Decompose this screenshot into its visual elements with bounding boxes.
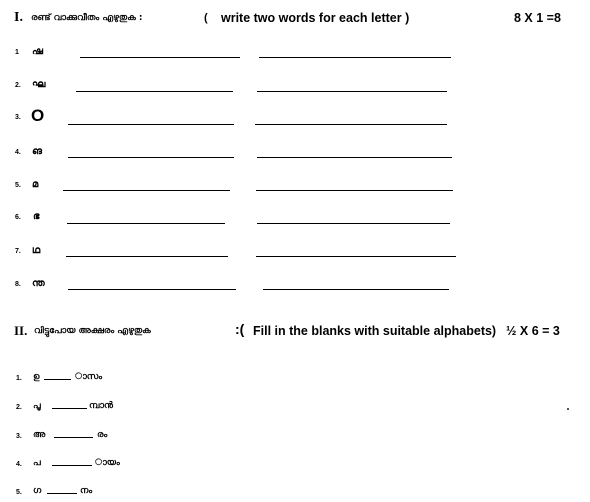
item-number: 4. [16,461,22,468]
fill-blank [52,408,87,409]
scan-speck [567,408,569,410]
item-number: 7. [15,248,21,255]
item-letter: ന്ത [32,278,45,289]
section1-title-english: write two words for each letter ) [221,11,410,25]
answer-blank [256,190,453,191]
item-letter: ഘ [32,79,46,90]
item-number: 1 [15,49,19,56]
item-right-letters: രം [97,430,108,440]
section2-title-english: Fill in the blanks with suitable alphabets) [253,324,497,338]
fill-blank [54,437,93,438]
answer-blank [257,157,452,158]
item-left-letters: പൂ [33,401,41,411]
item-right-letters: ാസം [75,372,103,382]
item-number: 5. [16,489,22,496]
item-left-letters: പ [33,458,41,468]
item-number: 1. [16,375,22,382]
answer-blank [80,57,240,58]
item-left-letters: അ [33,430,46,440]
item-letter: ങ [32,146,43,157]
item-letter: ഭ [33,211,40,222]
item-number: 8. [15,281,21,288]
answer-blank [256,256,456,257]
item-right-letters: നം [80,486,93,496]
section1-marks: 8 X 1 =8 [514,11,561,25]
item-letter: ഷ [32,46,43,57]
answer-blank [67,223,225,224]
section1-paren: ( [204,12,208,24]
item-letter: ഥ [32,245,41,256]
answer-blank [76,91,233,92]
section1-numeral: I. [14,10,23,25]
item-number: 2. [15,82,21,89]
item-letter: മ [32,179,39,190]
fill-blank [44,379,71,380]
item-number: 6. [15,214,21,221]
item-number: 4. [15,149,21,156]
answer-blank [257,223,450,224]
answer-blank [259,57,451,58]
answer-blank [63,190,230,191]
item-number: 5. [15,182,21,189]
item-number: 3. [16,433,22,440]
section1-title-malayalam: രണ്ട് വാക്കുവീതം എഴുതുക : [31,13,143,23]
item-left-letters: ഗ [33,486,42,496]
section2-title-malayalam: വിട്ടുപോയ അക്ഷരം എഴുതുക [34,326,151,336]
answer-blank [257,91,447,92]
answer-blank [255,124,447,125]
answer-blank [68,157,234,158]
item-right-letters: മ്പാൻ [89,401,113,411]
answer-blank [263,289,449,290]
item-letter: O [31,106,45,125]
item-number: 2. [16,404,22,411]
section2-marks: ½ X 6 = 3 [506,324,560,338]
item-left-letters: ഉ [33,372,40,382]
answer-blank [68,124,234,125]
section2-colon: :( [235,321,245,337]
item-right-letters: ായം [95,458,120,468]
item-number: 3. [15,114,21,121]
section2-numeral: II. [14,323,28,338]
fill-blank [47,493,77,494]
answer-blank [68,289,236,290]
answer-blank [66,256,228,257]
fill-blank [52,465,92,466]
